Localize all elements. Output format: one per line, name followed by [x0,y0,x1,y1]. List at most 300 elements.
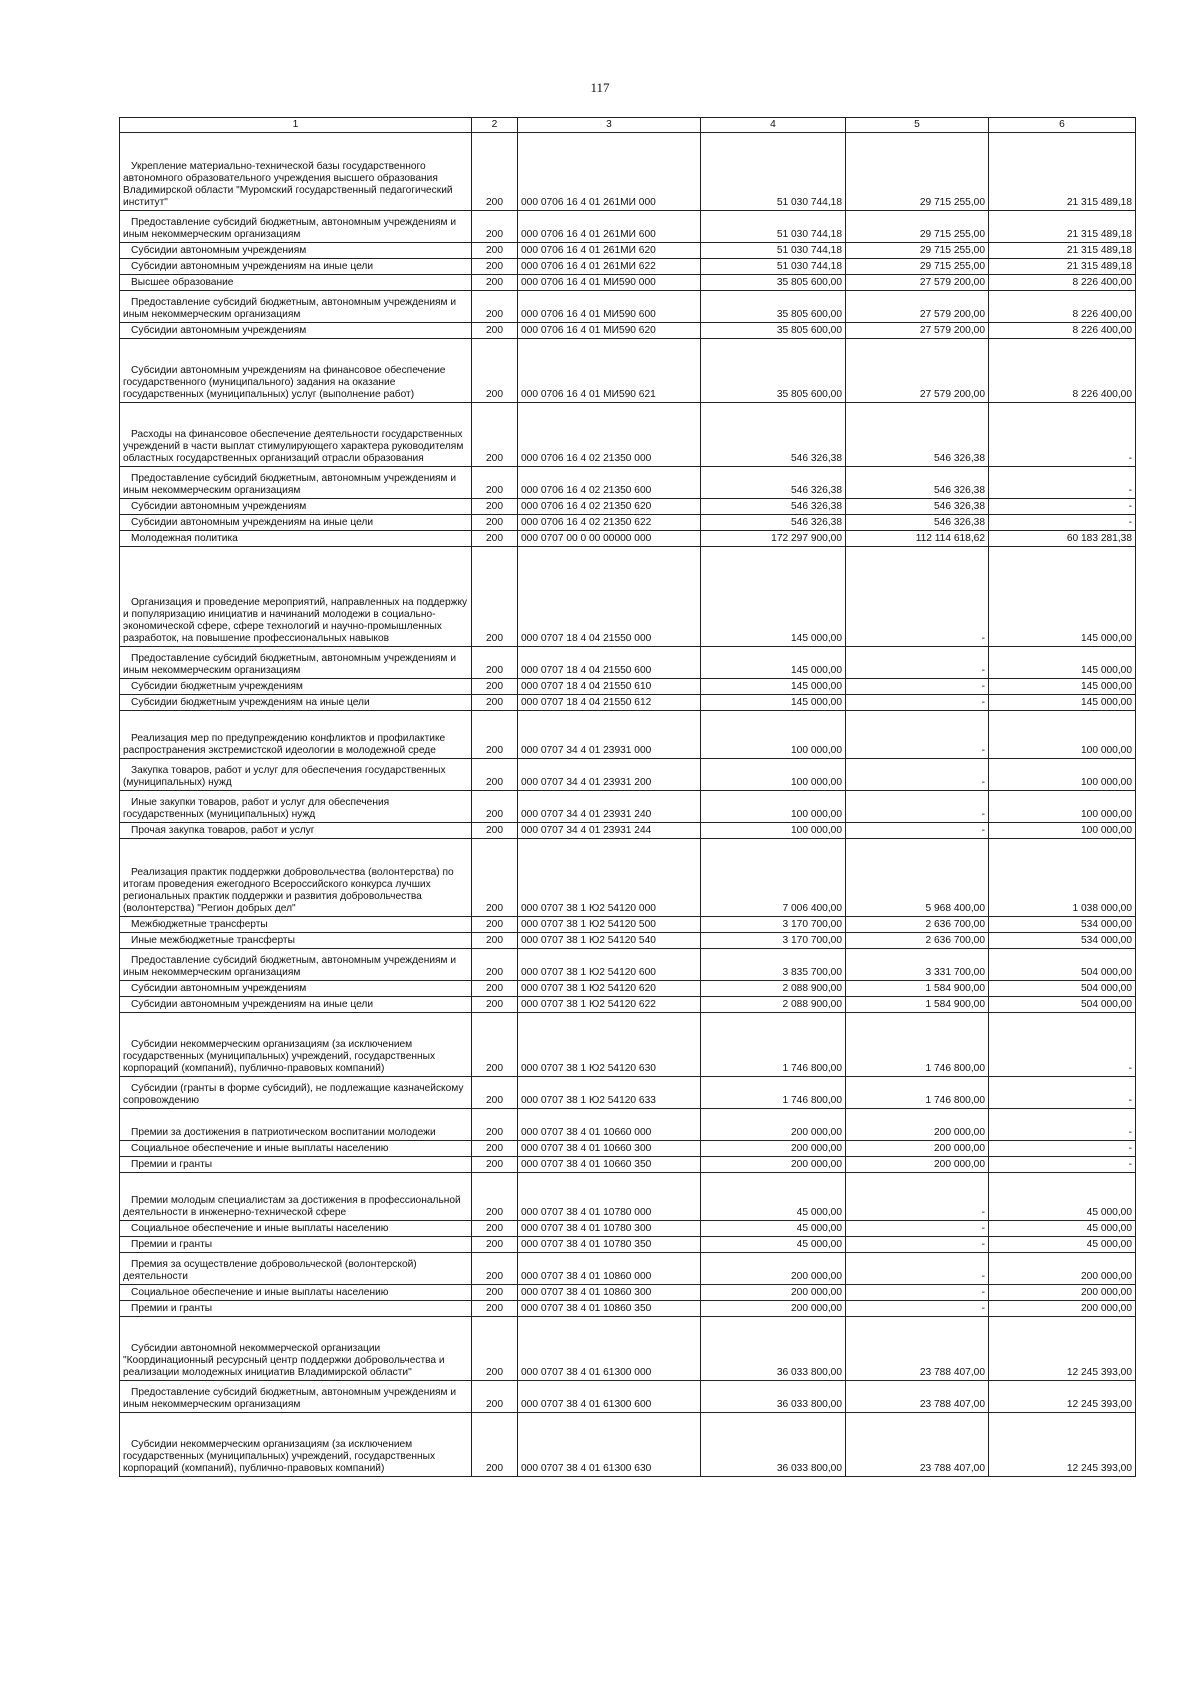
row-name-cell [120,339,472,403]
row-code-cell: 200 [472,791,518,823]
row-value-col5-cell: 1 746 800,00 [846,1077,989,1109]
row-value-col6-cell: - [989,1013,1136,1077]
table-row [120,1381,1136,1413]
row-value-col6-cell: 12 245 393,00 [989,1317,1136,1381]
row-value-col6-cell: - [989,1077,1136,1109]
row-value-col6-cell: 100 000,00 [989,823,1136,839]
row-value-col5-cell: 23 788 407,00 [846,1381,989,1413]
table-row [120,467,1136,499]
row-value-col4-cell: 100 000,00 [701,791,846,823]
row-value-col6-cell: 100 000,00 [989,759,1136,791]
row-name-cell [120,1381,472,1413]
row-value-col4-cell: 3 170 700,00 [701,933,846,949]
row-value-col5-cell: 29 715 255,00 [846,211,989,243]
table-row [120,291,1136,323]
row-value-col4-cell: 546 326,38 [701,467,846,499]
row-value-col4-cell: 200 000,00 [701,1285,846,1301]
row-name-text: Реализация мер по предупреждению конфликтов и профилактике распространения экстремистской идеологии в молодежной среде [123,733,446,756]
row-classifier-cell: 000 0707 18 4 04 21550 600 [518,647,701,679]
row-name-cell [120,823,472,839]
row-value-col4-cell: 200 000,00 [701,1141,846,1157]
row-value-col4-cell: 51 030 744,18 [701,133,846,211]
row-code-cell: 200 [472,547,518,647]
table-row [120,547,1136,647]
row-name-cell [120,1237,472,1253]
row-value-col5-cell: 546 326,38 [846,467,989,499]
row-code-cell: 200 [472,1253,518,1285]
row-classifier-cell: 000 0707 38 1 Ю2 54120 630 [518,1013,701,1077]
row-code-cell: 200 [472,403,518,467]
row-name-text: Предоставление субсидий бюджетным, автономным учреждениям и иным некоммерческим организациям [123,955,457,978]
row-classifier-cell: 000 0707 38 4 01 10780 350 [518,1237,701,1253]
row-value-col5-cell: 3 331 700,00 [846,949,989,981]
row-value-col4-cell: 546 326,38 [701,499,846,515]
row-value-col6-cell: 145 000,00 [989,695,1136,711]
row-classifier-cell: 000 0707 38 4 01 10780 300 [518,1221,701,1237]
budget-table [119,117,1136,1477]
table-row [120,759,1136,791]
row-name-text: Субсидии (гранты в форме субсидий), не подлежащие казначейскому сопровождению [123,1083,464,1106]
row-name-cell [120,403,472,467]
row-name-cell [120,259,472,275]
row-value-col5-cell: 546 326,38 [846,403,989,467]
table-row [120,679,1136,695]
row-value-col5-cell: - [846,679,989,695]
row-value-col5-cell: 1 584 900,00 [846,997,989,1013]
row-value-col4-cell: 145 000,00 [701,547,846,647]
row-code-cell: 200 [472,291,518,323]
row-value-col5-cell: 29 715 255,00 [846,243,989,259]
row-value-col6-cell: 8 226 400,00 [989,291,1136,323]
row-name-cell [120,1413,472,1477]
row-code-cell: 200 [472,917,518,933]
row-value-col4-cell: 45 000,00 [701,1237,846,1253]
row-value-col6-cell: 145 000,00 [989,547,1136,647]
table-row [120,933,1136,949]
row-value-col5-cell: 200 000,00 [846,1109,989,1141]
row-name-cell [120,1317,472,1381]
row-code-cell: 200 [472,499,518,515]
row-value-col6-cell: 100 000,00 [989,791,1136,823]
row-name-text: Субсидии некоммерческим организациям (за исключением государственных (муниципальных) учреждений, государственных корпораций (компаний), публично-правовых компаний) [123,1039,436,1074]
table-row [120,211,1136,243]
row-classifier-cell: 000 0707 38 1 Ю2 54120 620 [518,981,701,997]
row-classifier-cell: 000 0707 34 4 01 23931 000 [518,711,701,759]
row-name-cell [120,275,472,291]
row-name-text: Молодежная политика [131,533,238,544]
row-value-col4-cell: 145 000,00 [701,695,846,711]
row-value-col5-cell: - [846,1221,989,1237]
row-value-col5-cell: - [846,547,989,647]
row-classifier-cell: 000 0706 16 4 02 21350 622 [518,515,701,531]
row-value-col4-cell: 200 000,00 [701,1157,846,1173]
row-code-cell: 200 [472,1285,518,1301]
table-row [120,791,1136,823]
row-classifier-cell: 000 0706 16 4 01 261МИ 600 [518,211,701,243]
row-value-col5-cell: 200 000,00 [846,1141,989,1157]
row-classifier-cell: 000 0706 16 4 02 21350 000 [518,403,701,467]
row-value-col6-cell: 8 226 400,00 [989,339,1136,403]
row-classifier-cell: 000 0707 38 1 Ю2 54120 540 [518,933,701,949]
row-classifier-cell: 000 0707 38 4 01 10660 000 [518,1109,701,1141]
row-code-cell: 200 [472,1381,518,1413]
table-row [120,499,1136,515]
row-value-col6-cell: 200 000,00 [989,1301,1136,1317]
row-code-cell: 200 [472,243,518,259]
row-code-cell: 200 [472,133,518,211]
table-row [120,259,1136,275]
row-name-text: Премии за достижения в патриотическом воспитании молодежи [131,1127,436,1138]
row-value-col4-cell: 200 000,00 [701,1253,846,1285]
row-name-text: Премии и гранты [131,1159,213,1170]
row-name-cell [120,467,472,499]
row-name-text: Субсидии автономным учреждениям [131,983,307,994]
row-code-cell: 200 [472,1141,518,1157]
row-value-col4-cell: 36 033 800,00 [701,1317,846,1381]
row-value-col6-cell: - [989,467,1136,499]
row-name-cell [120,133,472,211]
row-name-text: Межбюджетные трансферты [131,919,268,930]
row-value-col4-cell: 36 033 800,00 [701,1381,846,1413]
row-name-text: Субсидии некоммерческим организациям (за исключением государственных (муниципальных) учреждений, государственных корпораций (компаний), публично-правовых компаний) [123,1439,436,1474]
table-row [120,1013,1136,1077]
page-number: 117 [590,80,610,95]
table-row [120,823,1136,839]
row-classifier-cell: 000 0707 38 4 01 61300 000 [518,1317,701,1381]
row-value-col4-cell: 51 030 744,18 [701,211,846,243]
row-value-col6-cell: 200 000,00 [989,1253,1136,1285]
row-code-cell: 200 [472,949,518,981]
row-value-col5-cell: 27 579 200,00 [846,291,989,323]
row-code-cell: 200 [472,259,518,275]
row-classifier-cell: 000 0706 16 4 01 МИ590 600 [518,291,701,323]
row-value-col6-cell: - [989,515,1136,531]
row-classifier-cell: 000 0707 18 4 04 21550 610 [518,679,701,695]
row-name-text: Реализация практик поддержки добровольчества (волонтерства) по итогам проведения ежегодного Всероссийского конкурса лучших региональных практик поддержки и развития добровольчества (волонтерства) "Регион добрых дел" [123,867,454,914]
row-value-col6-cell: 8 226 400,00 [989,275,1136,291]
row-value-col6-cell: 45 000,00 [989,1221,1136,1237]
row-classifier-cell: 000 0706 16 4 01 261МИ 620 [518,243,701,259]
row-classifier-cell: 000 0707 38 1 Ю2 54120 622 [518,997,701,1013]
row-code-cell: 200 [472,1301,518,1317]
table-row [120,981,1136,997]
row-name-text: Иные закупки товаров, работ и услуг для обеспечения государственных (муниципальных) нужд [123,797,390,820]
row-value-col6-cell: 504 000,00 [989,997,1136,1013]
row-name-cell [120,291,472,323]
row-name-text: Расходы на финансовое обеспечение деятельности государственных учреждений в части выплат стимулирующего характера руководителям областных государственных организаций отрасли образования [123,429,464,464]
row-name-cell [120,1077,472,1109]
row-code-cell: 200 [472,933,518,949]
table-row [120,1141,1136,1157]
row-name-text: Социальное обеспечение и иные выплаты населению [131,1143,389,1154]
row-name-cell [120,759,472,791]
row-value-col5-cell: 200 000,00 [846,1157,989,1173]
row-name-cell [120,515,472,531]
row-classifier-cell: 000 0707 38 4 01 10660 350 [518,1157,701,1173]
row-value-col6-cell: 145 000,00 [989,679,1136,695]
row-classifier-cell: 000 0707 38 1 Ю2 54120 000 [518,839,701,917]
table-row [120,1285,1136,1301]
row-name-cell [120,679,472,695]
row-classifier-cell: 000 0707 38 4 01 10860 300 [518,1285,701,1301]
row-value-col4-cell: 7 006 400,00 [701,839,846,917]
row-value-col5-cell: 2 636 700,00 [846,933,989,949]
row-value-col5-cell: 5 968 400,00 [846,839,989,917]
row-classifier-cell: 000 0707 18 4 04 21550 612 [518,695,701,711]
row-code-cell: 200 [472,839,518,917]
row-value-col4-cell: 145 000,00 [701,647,846,679]
row-name-text: Премии молодым специалистам за достижения в профессиональной деятельности в инженерно-технической сфере [123,1195,461,1218]
row-value-col4-cell: 45 000,00 [701,1221,846,1237]
row-code-cell: 200 [472,1077,518,1109]
row-classifier-cell: 000 0706 16 4 02 21350 600 [518,467,701,499]
row-name-cell [120,917,472,933]
row-value-col4-cell: 3 835 700,00 [701,949,846,981]
row-value-col6-cell: 45 000,00 [989,1173,1136,1221]
row-classifier-cell: 000 0707 38 1 Ю2 54120 500 [518,917,701,933]
row-classifier-cell: 000 0707 34 4 01 23931 200 [518,759,701,791]
table-row [120,1109,1136,1141]
row-value-col5-cell: 112 114 618,62 [846,531,989,547]
row-name-cell [120,711,472,759]
row-value-col4-cell: 3 170 700,00 [701,917,846,933]
row-value-col6-cell: - [989,1141,1136,1157]
table-row [120,711,1136,759]
row-name-text: Организация и проведение мероприятий, направленных на поддержку и популяризацию инициатив и начинаний молодежи в социально-экономической сфере, сфере технологий и научно-промышленных разработок, на повышение профессиональных навыков [123,597,468,644]
table-row [120,1237,1136,1253]
table-row [120,1413,1136,1477]
row-value-col6-cell: 12 245 393,00 [989,1413,1136,1477]
row-classifier-cell: 000 0706 16 4 01 МИ590 000 [518,275,701,291]
row-name-text: Высшее образование [131,277,234,288]
row-name-cell [120,933,472,949]
row-code-cell: 200 [472,711,518,759]
row-name-cell [120,547,472,647]
row-name-cell [120,1285,472,1301]
table-row [120,1317,1136,1381]
row-value-col4-cell: 2 088 900,00 [701,997,846,1013]
row-code-cell: 200 [472,1221,518,1237]
row-code-cell: 200 [472,1413,518,1477]
row-name-cell [120,981,472,997]
row-name-text: Субсидии автономным учреждениям на иные цели [131,999,374,1010]
row-value-col4-cell: 35 805 600,00 [701,323,846,339]
row-value-col5-cell: - [846,1301,989,1317]
row-name-text: Социальное обеспечение и иные выплаты населению [131,1223,389,1234]
table-row [120,647,1136,679]
row-name-text: Прочая закупка товаров, работ и услуг [131,825,315,836]
row-classifier-cell: 000 0707 34 4 01 23931 244 [518,823,701,839]
row-value-col4-cell: 35 805 600,00 [701,339,846,403]
row-value-col4-cell: 51 030 744,18 [701,259,846,275]
row-name-cell [120,1301,472,1317]
row-name-cell [120,499,472,515]
row-name-cell [120,791,472,823]
table-row [120,1157,1136,1173]
row-value-col5-cell: 23 788 407,00 [846,1413,989,1477]
column-header: 3 [518,118,701,133]
row-code-cell: 200 [472,823,518,839]
table-row [120,531,1136,547]
row-value-col6-cell: 145 000,00 [989,647,1136,679]
row-name-text: Субсидии автономным учреждениям [131,325,307,336]
row-classifier-cell: 000 0707 38 4 01 10780 000 [518,1173,701,1221]
row-value-col6-cell: - [989,1109,1136,1141]
row-name-cell [120,1221,472,1237]
row-name-cell [120,1173,472,1221]
row-name-text: Укрепление материально-технической базы государственного автономного образовательного учреждения высшего образования Владимирской области "Муромский государственный педагогический институт" [123,161,453,208]
row-value-col5-cell: - [846,1285,989,1301]
row-value-col4-cell: 546 326,38 [701,515,846,531]
row-name-text: Закупка товаров, работ и услуг для обеспечения государственных (муниципальных) нужд [123,765,446,788]
row-value-col4-cell: 51 030 744,18 [701,243,846,259]
row-code-cell: 200 [472,211,518,243]
row-value-col5-cell: 2 636 700,00 [846,917,989,933]
row-name-text: Иные межбюджетные трансферты [131,935,295,946]
row-name-cell [120,1141,472,1157]
row-value-col4-cell: 100 000,00 [701,711,846,759]
row-value-col4-cell: 45 000,00 [701,1173,846,1221]
row-code-cell: 200 [472,1173,518,1221]
table-body [120,133,1136,1477]
row-classifier-cell: 000 0706 16 4 01 МИ590 620 [518,323,701,339]
row-value-col5-cell: - [846,1237,989,1253]
row-name-text: Субсидии автономным учреждениям на иные цели [131,261,374,272]
row-value-col5-cell: - [846,823,989,839]
row-value-col4-cell: 145 000,00 [701,679,846,695]
row-code-cell: 200 [472,531,518,547]
row-value-col6-cell: 504 000,00 [989,981,1136,997]
row-value-col5-cell: 27 579 200,00 [846,323,989,339]
row-value-col5-cell: 1 584 900,00 [846,981,989,997]
row-name-text: Субсидии автономным учреждениям на финансовое обеспечение государственного (муниципального) задания на оказание государственных (муниципальных) услуг (выполнение работ) [123,365,446,400]
header-row [120,118,1136,133]
row-value-col6-cell: - [989,499,1136,515]
row-name-text: Субсидии автономным учреждениям на иные цели [131,517,374,528]
row-classifier-cell: 000 0707 38 4 01 10860 350 [518,1301,701,1317]
table-row [120,997,1136,1013]
row-value-col5-cell: - [846,759,989,791]
row-classifier-cell: 000 0706 16 4 01 МИ590 621 [518,339,701,403]
table-row [120,695,1136,711]
row-value-col5-cell: 29 715 255,00 [846,259,989,275]
row-name-cell [120,1253,472,1285]
row-value-col6-cell: - [989,1157,1136,1173]
row-value-col6-cell: 45 000,00 [989,1237,1136,1253]
row-classifier-cell: 000 0706 16 4 01 261МИ 622 [518,259,701,275]
row-classifier-cell: 000 0706 16 4 02 21350 620 [518,499,701,515]
row-value-col6-cell: 534 000,00 [989,933,1136,949]
row-code-cell: 200 [472,1157,518,1173]
row-name-cell [120,695,472,711]
table-row [120,339,1136,403]
row-value-col4-cell: 36 033 800,00 [701,1413,846,1477]
row-value-col4-cell: 1 746 800,00 [701,1013,846,1077]
row-value-col5-cell: - [846,647,989,679]
row-value-col5-cell: 27 579 200,00 [846,275,989,291]
row-code-cell: 200 [472,1317,518,1381]
table-row [120,515,1136,531]
row-value-col6-cell: 200 000,00 [989,1285,1136,1301]
row-name-cell [120,323,472,339]
row-name-cell [120,531,472,547]
row-value-col5-cell: 1 746 800,00 [846,1013,989,1077]
row-classifier-cell: 000 0707 34 4 01 23931 240 [518,791,701,823]
row-value-col6-cell: 21 315 489,18 [989,243,1136,259]
row-value-col4-cell: 1 746 800,00 [701,1077,846,1109]
row-name-cell [120,1109,472,1141]
row-value-col5-cell: - [846,711,989,759]
row-value-col5-cell: 23 788 407,00 [846,1317,989,1381]
row-value-col6-cell: 21 315 489,18 [989,259,1136,275]
row-value-col5-cell: - [846,1173,989,1221]
row-name-text: Субсидии автономным учреждениям [131,245,307,256]
row-code-cell: 200 [472,759,518,791]
row-code-cell: 200 [472,695,518,711]
row-name-text: Социальное обеспечение и иные выплаты населению [131,1287,389,1298]
row-value-col5-cell: 27 579 200,00 [846,339,989,403]
row-name-cell [120,211,472,243]
row-classifier-cell: 000 0707 18 4 04 21550 000 [518,547,701,647]
row-name-cell [120,839,472,917]
row-name-text: Субсидии автономной некоммерческой организации "Координационный ресурсный центр поддержки добровольчества и реализации молодежных инициатив Владимирской области" [123,1343,445,1378]
row-value-col6-cell: 21 315 489,18 [989,133,1136,211]
row-value-col6-cell: 1 038 000,00 [989,839,1136,917]
row-code-cell: 200 [472,515,518,531]
row-value-col4-cell: 2 088 900,00 [701,981,846,997]
row-value-col5-cell: 546 326,38 [846,515,989,531]
row-value-col4-cell: 35 805 600,00 [701,291,846,323]
row-classifier-cell: 000 0707 38 4 01 10660 300 [518,1141,701,1157]
row-name-cell [120,1157,472,1173]
row-classifier-cell: 000 0707 38 4 01 61300 630 [518,1413,701,1477]
table-row [120,1301,1136,1317]
column-header: 1 [120,118,472,133]
row-name-text: Предоставление субсидий бюджетным, автономным учреждениям и иным некоммерческим организациям [123,217,457,240]
row-name-cell [120,647,472,679]
table-row [120,1221,1136,1237]
row-value-col6-cell: - [989,403,1136,467]
table-row [120,275,1136,291]
row-name-text: Предоставление субсидий бюджетным, автономным учреждениям и иным некоммерческим организациям [123,473,457,496]
table-row [120,243,1136,259]
table-row [120,323,1136,339]
row-value-col5-cell: - [846,695,989,711]
row-value-col5-cell: - [846,791,989,823]
row-value-col4-cell: 100 000,00 [701,823,846,839]
row-classifier-cell: 000 0707 38 4 01 10860 000 [518,1253,701,1285]
table-row [120,133,1136,211]
row-value-col6-cell: 12 245 393,00 [989,1381,1136,1413]
row-name-cell [120,997,472,1013]
row-name-cell [120,1013,472,1077]
row-value-col4-cell: 200 000,00 [701,1109,846,1141]
row-name-text: Субсидии автономным учреждениям [131,501,307,512]
table-row [120,917,1136,933]
row-name-text: Предоставление субсидий бюджетным, автономным учреждениям и иным некоммерческим организациям [123,653,457,676]
row-name-text: Премия за осуществление добровольческой (волонтерской) деятельности [123,1259,417,1282]
row-name-cell [120,949,472,981]
row-name-text: Субсидии бюджетным учреждениям на иные цели [131,697,370,708]
table-row [120,949,1136,981]
row-name-text: Предоставление субсидий бюджетным, автономным учреждениям и иным некоммерческим организациям [123,1387,457,1410]
row-code-cell: 200 [472,1013,518,1077]
table-row [120,1253,1136,1285]
table-row [120,839,1136,917]
row-name-text: Предоставление субсидий бюджетным, автономным учреждениям и иным некоммерческим организациям [123,297,457,320]
table-row [120,1173,1136,1221]
row-value-col6-cell: 504 000,00 [989,949,1136,981]
